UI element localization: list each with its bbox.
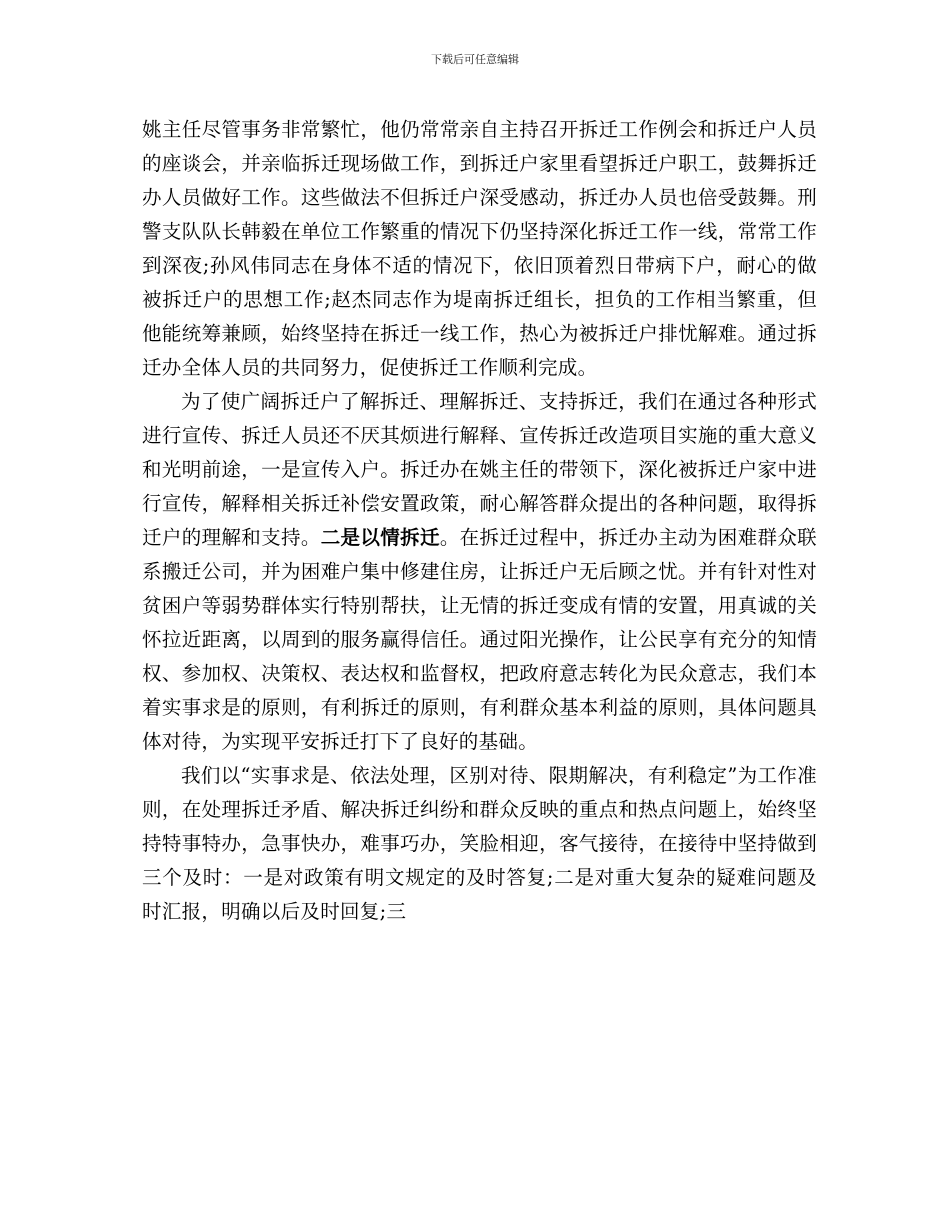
page-header: 下载后可任意编辑 [431,53,519,66]
paragraph-1: 姚主任尽管事务非常繁忙，他仍常常亲自主持召开拆迁工作例会和拆迁户人员的座谈会，并亲临拆迁现场做工作，到拆迁户家里看望拆迁户职工，鼓舞拆迁办人员做好工作。这些做法不但拆迁户深受感动，拆迁办人员也倍受鼓舞。刑警支队队长韩毅在单位工作繁重的情况下仍坚持深化拆迁工作一线，常常工作到深夜;孙风伟同志在身体不适的情况下，依旧顶着烈日带病下户，耐心的做被拆迁户的思想工作;赵杰同志作为堤南拆迁组长，担负的工作相当繁重，但他能统筹兼顾，始终坚持在拆迁一线工作，热心为被拆迁户排忧解难。通过拆迁办全体人员的共同努力，促使拆迁工作顺利完成。 [142,118,817,379]
paragraph-2 [142,385,817,759]
paragraph-2-part-a: 为了使广阔拆迁户了解拆迁、理解拆迁、支持拆迁，我们在通过各种形式进行宣传、拆迁人员还不厌其烦进行解释、宣传拆迁改造项目实施的重大意义和光明前途，一是宣传入户。拆迁办在姚主任的带领下，深化被拆迁户家中进行宣传，解释相关拆迁补偿安置政策，耐心解答群众提出的各种问题，取得拆迁户的理解和支持。 [142,390,817,549]
document-body [142,113,817,929]
paragraph-2-bold-heading: 二是以情拆迁 [320,526,440,549]
paragraph-2-part-b: 。在拆迁过程中，拆迁办主动为困难群众联系搬迁公司，并为困难户集中修建住房，让拆迁户无后顾之忧。并有针对性对贫困户等弱势群体实行特别帮扶，让无情的拆迁变成有情的安置，用真诚的关怀拉近距离，以周到的服务赢得信任。通过阳光操作，让公民享有充分的知情权、参加权、决策权、表达权和监督权，把政府意志转化为民众意志，我们本着实事求是的原则，有利拆迁的原则，有利群众基本利益的原则，具体问题具体对待，为实现平安拆迁打下了良好的基础。 [142,526,817,753]
paragraph-3: 我们以“实事求是、依法处理，区别对待、限期解决，有利稳定”为工作准则，在处理拆迁矛盾、解决拆迁纠纷和群众反映的重点和热点问题上，始终坚持特事特办，急事快办，难事巧办，笑脸相迎，客气接待，在接待中坚持做到三个及时：一是对政策有明文规定的及时答复;二是对重大复杂的疑难问题及时汇报，明确以后及时回复;三 [142,764,817,923]
